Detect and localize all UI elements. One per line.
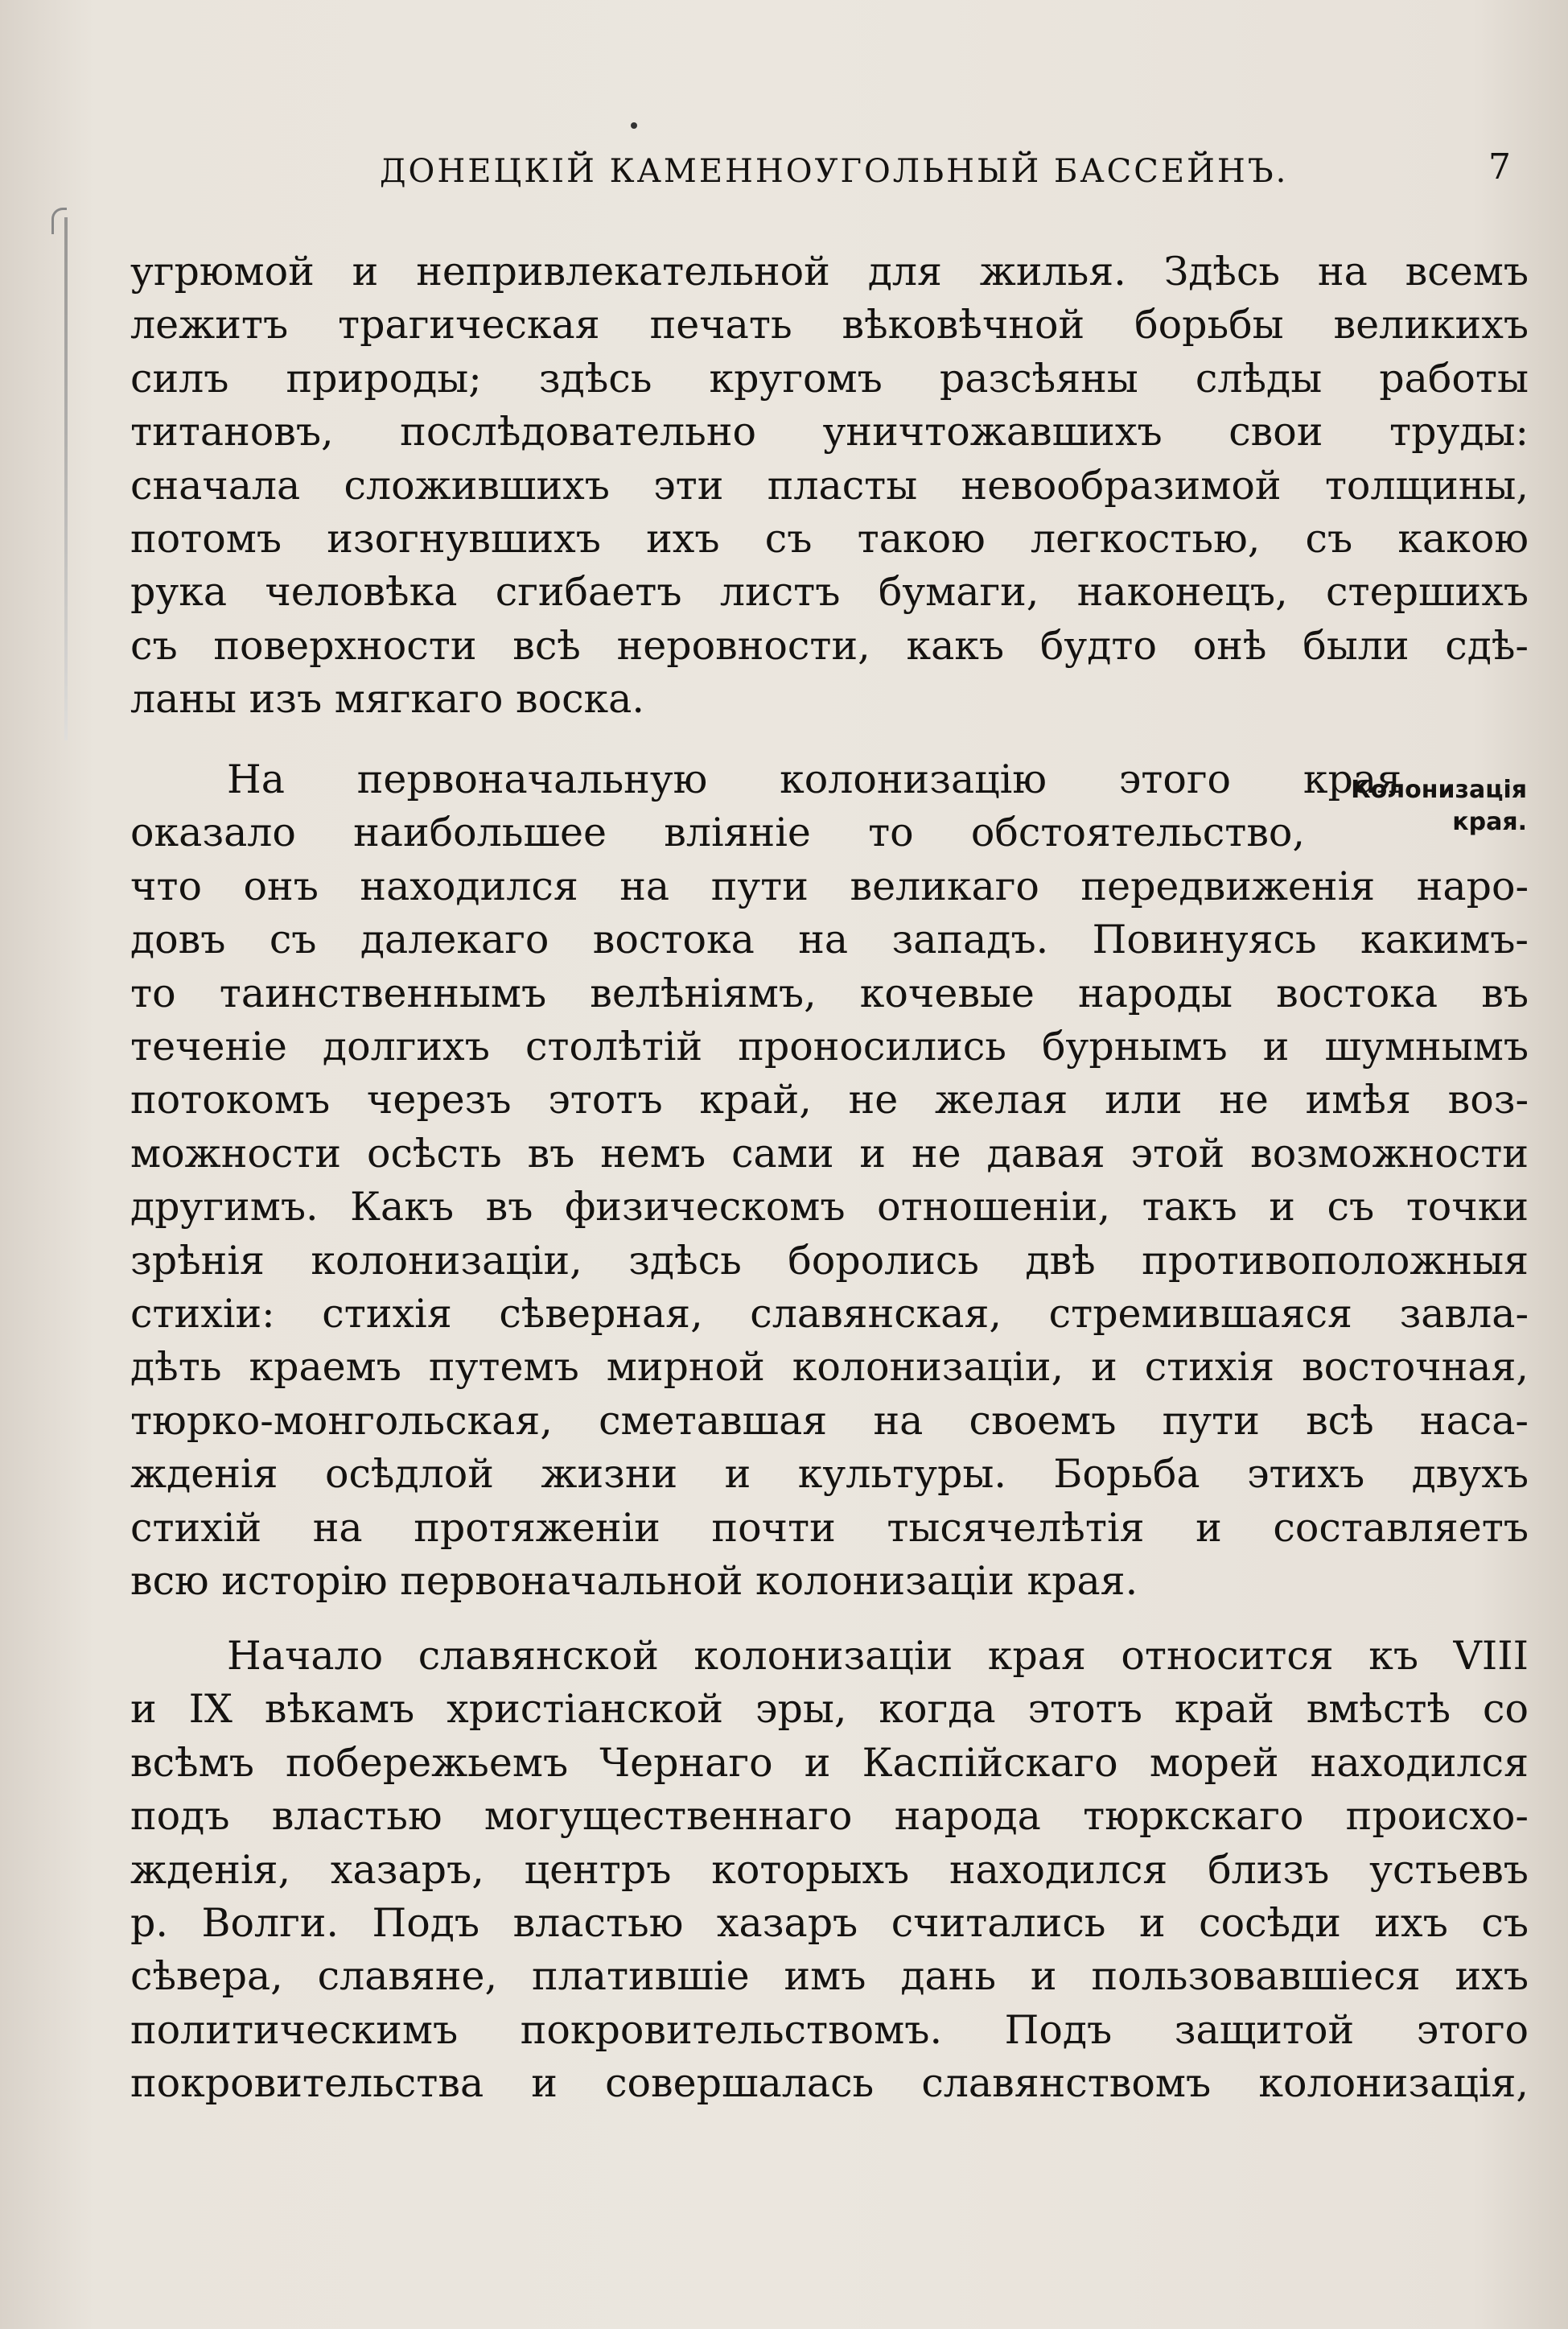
text-line: угрюмой и непривлекательной для жилья. Здѣсь на всемъ (130, 249, 1529, 295)
margin-note-line: края. (1452, 808, 1527, 836)
text-line: стихій на протяженіи почти тысячелѣтія и составляетъ (130, 1504, 1529, 1551)
text-line: жденія, хазаръ, центръ которыхъ находился близъ устьевъ (130, 1846, 1529, 1893)
text-line: другимъ. Какъ въ физическомъ отношеніи, такъ и съ точки (130, 1184, 1529, 1230)
paragraph-1 (130, 245, 1529, 727)
running-title: ДОНЕЦКІЙ КАМЕННОУГОЛЬНЫЙ БАССЕЙНЪ. (380, 153, 1289, 190)
text-line: потокомъ черезъ этотъ край, не желая или не имѣя воз- (130, 1077, 1529, 1123)
text-line: сѣвера, славяне, платившіе имъ дань и пользовавшіеся ихъ (130, 1953, 1529, 2000)
text-line: рука человѣка сгибаетъ листъ бумаги, наконецъ, стершихъ (130, 569, 1529, 616)
text-line: оказало наибольшее вліяніе то обстоятельство, (130, 810, 1305, 856)
text-line: то таинственнымъ велѣніямъ, кочевые народы востока въ (130, 970, 1529, 1016)
text-line: сначала сложившихъ эти пласты невообразимой толщины, (130, 462, 1529, 509)
text-line: зрѣнія колонизаціи, здѣсь боролись двѣ противоположныя (130, 1237, 1529, 1284)
text-line: лежитъ трагическая печать вѣковѣчной борьбы великихъ (130, 302, 1529, 348)
text-line: титановъ, послѣдовательно уничтожавшихъ свои труды: (130, 409, 1529, 455)
text-line: и IX вѣкамъ христіанской эры, когда этотъ край вмѣстѣ со (130, 1686, 1529, 1733)
margin-pencil-line (64, 217, 68, 740)
text-line: теченіе долгихъ столѣтій проносились бурнымъ и шумнымъ (130, 1024, 1529, 1070)
text-line: всю исторію первоначальной колонизаціи края. (130, 1558, 1138, 1605)
text-line: Начало славянской колонизаціи края относится къ VIII (227, 1633, 1529, 1679)
text-line: жденія осѣдлой жизни и культуры. Борьба этихъ двухъ (130, 1451, 1529, 1498)
text-line: покровительства и совершалась славянствомъ колонизація, (130, 2060, 1529, 2107)
margin-note-line: Колонизація (1351, 776, 1527, 804)
text-line: всѣмъ побережьемъ Чернаго и Каспійскаго морей находился (130, 1739, 1529, 1786)
text-line: что онъ находился на пути великаго передвиженія наро- (130, 863, 1529, 909)
text-line: силъ природы; здѣсь кругомъ разсѣяны слѣды работы (130, 355, 1529, 402)
text-line: тюрко-монгольская, сметавшая на своемъ пути всѣ наса- (130, 1397, 1529, 1444)
text-line: р. Волги. Подъ властью хазаръ считались и сосѣди ихъ съ (130, 1900, 1529, 1947)
text-line: стихіи: стихія сѣверная, славянская, стремившаяся завла- (130, 1291, 1529, 1338)
text-line: съ поверхности всѣ неровности, какъ будто онѣ были сдѣ- (130, 622, 1529, 669)
page-number: 7 (1488, 146, 1511, 188)
text-line: потомъ изогнувшихъ ихъ съ такою легкостью, съ какою (130, 516, 1529, 563)
paragraph-3 (130, 1630, 1529, 2111)
text-line: ланы изъ мягкаго воска. (130, 676, 644, 723)
text-line: политическимъ покровительствомъ. Подъ защитой этого (130, 2006, 1529, 2053)
margin-note (1342, 774, 1527, 839)
text-line: можности осѣсть въ немъ сами и не давая этой возможности (130, 1130, 1529, 1177)
text-line: На первоначальную колонизацію этого края (227, 756, 1401, 802)
text-line: дѣть краемъ путемъ мирной колонизаціи, и стихія восточная, (130, 1344, 1529, 1391)
text-line: подъ властью могущественнаго народа тюркскаго происхо- (130, 1793, 1529, 1840)
ink-speck (631, 122, 637, 129)
paragraph-2 (130, 753, 1529, 1609)
text-line: довъ съ далекаго востока на западъ. Повинуясь какимъ- (130, 917, 1529, 963)
